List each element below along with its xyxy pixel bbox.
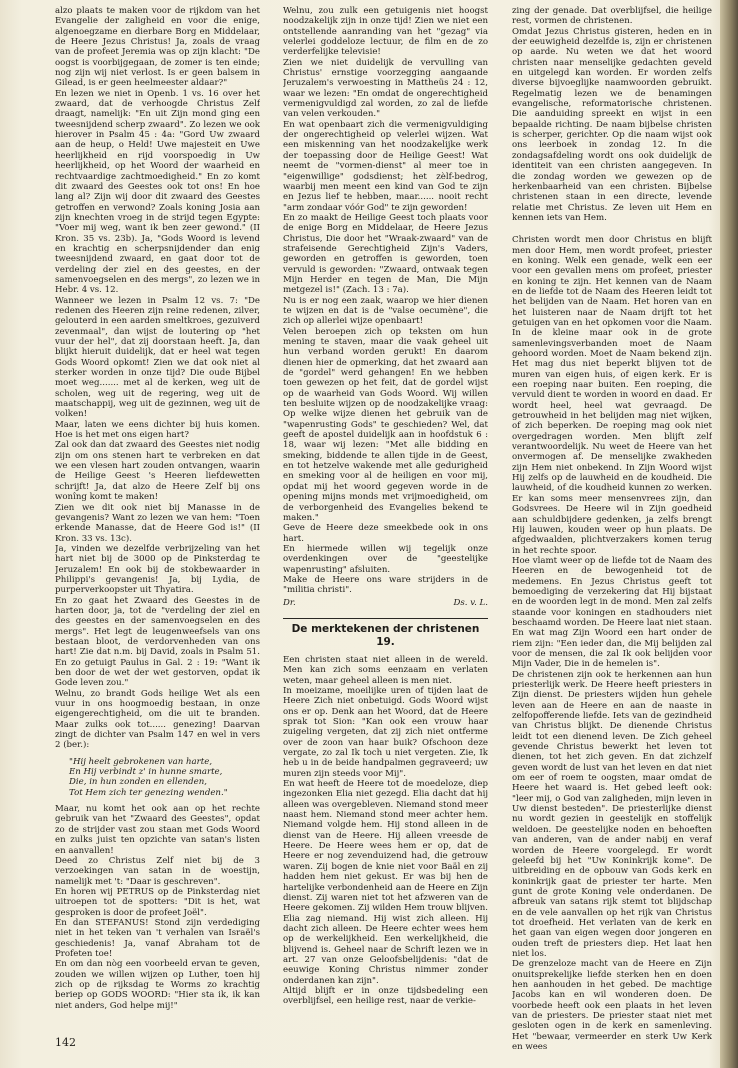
- paragraph: En wat heeft de Heere tot de moedeloze, diep ingezonken Elia niet gezegd. Elia dacht dat hij alleen was overgebleven. Niemand stond meer naast hem. Niemand stond meer achter hem. Niemand volgde hem. Hij stond alleen in de dienst van de Heere. Hij alleen vreesde de Heere. De Heere wees hem er op, dat de Heere er nog zevenduizend had, die getrouw waren. Zij bogen de knie niet voor Baäl en zij hadden hem niet gekust. Er was bij hen de hartelijke verbondenheid aan de Heere en Zijn dienst. Zij waren niet tot het afzweren van de Heere gekomen. Zij wilden Hem trouw blijven. Elia zag niemand. Hij wist zich alleen. Hij dacht zich alleen. De Heere echter wees hem op de werkelijkheid. Een werkelijkheid, die blijvend is. Geheel naar de Schrift lezen we in art. 27 van onze Geloofsbelijdenis: "dat de eeuwige Koning Christus nimmer zonder onderdanen kan zijn".: [283, 779, 488, 986]
- paragraph: Zien we dit ook niet bij Manasse in de gevangenis? Want zo lezen we van hem: "Toen erkende Manasse, dat de Heere God is!" (II Kron. 33 vs. 13c).: [55, 502, 260, 544]
- paragraph: En zo maakt de Heilige Geest toch plaats voor de enige Borg en Middelaar, de Heere Jezus Christus, Die door het "Wraak-zwaard" van de strafeisende Gerechtigheid Zijn's Vaders, geworden en getroffen is geworden, toen vervuld is geworden: "Zwaard, ontwaak tegen Mijn Herder en tegen de Man, Die Mijn metgezel is!" (Zach. 13 : 7a).: [283, 212, 488, 296]
- signature-left: Dr.: [283, 597, 296, 608]
- paragraph: Maar, laten we eens dichter bij huis komen. Hoe is het met ons eigen hart?: [55, 419, 260, 441]
- paragraph: Altijd blijft er in onze tijdsbedeling een overblijfsel, een heilige rest, naar de verkie-: [283, 985, 488, 1007]
- poem-line: Die, in hun zonden en ellenden,: [69, 777, 208, 788]
- paragraph: Zien we niet duidelijk de vervulling van Christus' ernstige voorzegging aangaande Jeruzalem's verwoesting in Mattheüs 24 : 12, waar we lezen: "En omdat de ongerechtigheid vermenigvuldigd zal worden, zo zal de liefde van velen verkouden.": [283, 57, 488, 120]
- paragraph: Omdat Jezus Christus gisteren, heden en in der eeuwigheid dezelfde is, zijn er christenen op aarde. Nu weten we dat het woord christen naar menselijke gedachten geveld en uitgelegd kan worden. Er worden zelfs diverse bijvoeglijke naamwoorden gebruikt. Regelmatig lezen we de benamingen evangelische, reformatorische christenen. Die aanduiding spreekt en wijst in een bepaalde richting. De naam bijbelse christen is scherper, gerichter. Op die naam wijst ook ons leerboek in zondag 12. In die zondagsafdeling wordt ons ook duidelijk de identiteit van een christen aangegeven. In die zondag worden we gewezen op de herkenbaarheid van een christen. Bijbelse christenen staan in een directe, levende relatie met Christus. Ze leven uit Hem en kennen iets van Hem.: [512, 26, 712, 223]
- paragraph: Welnu, zou zulk een getuigenis niet hoogst noodzakelijk zijn in onze tijd! Zien we niet een ontstellende aanranding van het "gezag" via velerlei goddeloze lectuur, de film en de zo verderfelijke televisie!: [283, 6, 488, 58]
- paragraph: Een christen staat niet alleen in de wereld. Men kan zich soms eenzaam en verlaten weten, maar geheel alleen is men niet.: [283, 654, 488, 686]
- paragraph: En horen wij PETRUS op de Pinksterdag niet uitroepen tot de spotters: "Dit is het, wat gesproken is door de profeet Joël".: [55, 886, 260, 918]
- text-column-2: [283, 6, 488, 1051]
- section-divider: [283, 618, 488, 619]
- page-number: 142: [55, 1036, 76, 1049]
- paragraph: zing der genade. Dat overblijfsel, die heilige rest, vormen de christenen.: [512, 6, 712, 27]
- paragraph: Make de Heere ons ware strijders in de "militia christi".: [283, 574, 488, 596]
- col2-body-continued: [283, 655, 488, 1007]
- author-signature: [283, 598, 488, 608]
- paragraph: De christenen zijn ook te herkennen aan hun priesterlijk werk. De Heere heeft priesters in Zijn dienst. De priesters wijden hun gehele leven aan de Heere en aan de naaste in zelfopofferende liefde. Iets van de gezindheid van Christus blijkt. De dienende Christus leidt tot een dienend leven. De Zich geheel gevende Christus bewerkt het leven tot dienen, tot het zich geven. En dat zichzelf geven wordt de lust van het leven en dat niet om eer of roem te oogsten, maar omdat de Heere het waard is. Het gebed leeft ook: "leer mij, o God van zaligheden, mijn leven in Uw dienst besteden". De priesterlijke dienst nu wordt gezien in geestelijk en stoffelijk weldoen. De geestelijke noden en behoeften van anderen, van de ander nabij en veraf worden de Heere voorgelegd. Er wordt geleefd bij het "Uw Koninkrijk kome". De uitbreiding en de opbouw van Gods kerk en koninkrijk gaat de priester ter harte. Men gunt de grote Koning vele onderdanen. De afbreuk van satans rijk stemt tot blijdschap en de vele aanvallen op het rijk van Christus tot droefheid. Het verlaten van de kerk en het gaan van eigen wegen door jongeren en ouden treft de priesters diep. Het laat hen niet los.: [512, 669, 712, 959]
- paragraph: En wat openbaart zich die vermenigvuldiging der ongerechtigheid op velerlei wijzen. Wat een miskenning van het noodzakelijke werk der toepassing door de Heilige Geest! Wat neemt de "vormen-dienst" al meer toe in "eigenwillige" godsdienst; het zèlf-bedrog, waarbij men meent een kind van God te zijn en Jezus lief te hebben, maar...... nooit recht "arm zondaar vóór God" te zijn geworden!: [283, 119, 488, 213]
- paragraph: Geve de Heere deze smeekbede ook in ons hart.: [283, 523, 488, 544]
- paragraph: Maar, nu komt het ook aan op het rechte gebruik van het "Zwaard des Geestes", opdat zo de strijder vast zou staan met Gods Woord en zulks juist ten opzichte van satan's listen en aanvallen!: [55, 804, 260, 856]
- article-number: 19.: [376, 635, 395, 648]
- article-title-text: De merktekenen der christenen: [291, 622, 480, 635]
- psalm-quote: [69, 757, 260, 798]
- paragraph: Ja, vinden we dezelfde verbrijzeling van het hart niet bij de 3000 op de Pinksterdag te Jeruzalem! En ook bij de stokbewaarder in Philippi's gevangenis! Ja, bij Lydia, de purperverkoopster uit Thyatira.: [55, 543, 260, 596]
- paragraph: Christen wordt men door Christus en blijft men door Hem, men wordt profeet, priester en koning. Welk een genade, welk een eer voor een gevallen mens om profeet, priester en koning te zijn. Het kennen van de Naam en de liefde tot de Naam des Heeren leidt tot het belijden van de Naam. Het horen van en het luisteren naar de Naam drijft tot het getuigen van en het opkomen voor die Naam. In de kleine maar ook in de grote samenlevingsverbanden moet de Naam gehoord worden. Moet de Naam bekend zijn. Het mag dus niet beperkt blijven tot de muren van eigen huis, of eigen kerk. Er is een roeping naar buiten. Een roeping, die vervuld dient te worden in woord en daad. Er wordt heel, heel wat gevraagd. De getrouwheid in het belijden mag niet wijken, of zich beperken. De roeping mag ook niet overgedragen worden. Men blijft zelf verantwoordelijk. Nu weet de Heere van het onvermogen af. De menselijke zwakheden zijn Hem niet onbekend. In Zijn Woord wijst Hij zelfs op de lauwheid en de koudheid. Die lauwheid, of die koudheid kunnen zo werken. Er kan soms meer mensenvrees zijn, dan Godsvrees. De Heere wil in Zijn goedheid aan schuldbijdere gedenken, ja zelfs brengt Hij lauwen, kouden weer op hun plaats. De afgedwaalden, plichtverzakers komen terug in het rechte spoor.: [512, 235, 712, 556]
- paragraph: Hoe vlamt weer op de liefde tot de Naam des Heeren en de bewogenheid tot de medemens. En Jezus Christus geeft tot bemoediging de verzekering dat Hij bijstaat en de woorden legt in de mond. Men zal zelfs staande voor koningen en stadhouders niet beschaamd worden. De Heere laat niet staan. En wat mag Zijn Woord een hart onder de riem zijn: "Een ieder dan, die Mij belijden zal voor de mensen, die zal Ik ook belijden voor Mijn Vader, Die in de hemelen is".: [512, 555, 712, 670]
- paragraph: In moeizame, moeilijke uren of tijden laat de Heere Zich niet onbetuigd. Gods Woord wijst ons er op. Denk aan het Woord, dat de Heere sprak tot Sion: "Kan ook een vrouw haar zuigeling vergeten, dat zij zich niet ontferme over de zoon van haar buik? Ofschoon deze vergate, zo zal Ik toch u niet vergeten. Zie, Ik heb u in de beide handpalmen gegraveerd; uw muren zijn steeds voor Mij".: [283, 685, 488, 779]
- signature-right: Ds. v. L.: [453, 597, 488, 608]
- col2-body: [283, 6, 488, 596]
- poem-line: Tot Hem zich ter genezing wenden.": [69, 787, 228, 798]
- article-title: [283, 623, 488, 649]
- poem-line: En Hij verbindt z' in hunne smarte,: [69, 767, 223, 778]
- paragraph: Nu is er nog een zaak, waarop we hier dienen te wijzen en dat is de "valse oecumène", die zich op allerlei wijze openbaart!: [283, 295, 488, 327]
- paragraph-gap: [512, 223, 712, 235]
- paragraph: Deed zo Christus Zelf niet bij de 3 verzoekingen van satan in de woestijn, namelijk met 't: "Daar is geschreven".: [55, 855, 260, 887]
- col1-body: [55, 6, 260, 751]
- col1-body-continued: [55, 804, 260, 1011]
- book-binding-edge: [720, 0, 738, 1068]
- paragraph: En om dan nòg een voorbeeld ervan te geven, zouden we willen wijzen op Luther, toen hij zich op de rijksdag te Worms zo krachtig beriep op GODS WOORD: "Hier sta ik, ik kan niet anders, God helpe mij!": [55, 959, 260, 1011]
- col3-body: [512, 6, 712, 223]
- paragraph: De grenzeloze macht van de Heere en Zijn onuitsprekelijke liefde sterken hen en doen hen aanhouden in het gebed. De machtige Jacobs kan en wil wonderen doen. De voorbede heeft ook een plaats in het leven van de priesters. De priester staat niet met gesloten ogen in de kerk en samenleving. Het "bewaar, vermeerder en sterk Uw Kerk en wees: [512, 959, 712, 1051]
- text-column-3: [512, 6, 712, 1051]
- paragraph: Velen beroepen zich op teksten om hun mening te staven, maar die vaak geheel uit hun verband worden gerukt! En daarom dienen hier de opmerking, dat het zwaard aan de "gordel" werd gehangen! En we hebben toen gewezen op het feit, dat de gordel wijst op de waarheid van Gods Woord. Wij willen ten besluite wijzen op de noodzakelijke vraag: Op welke wijze dienen het gebruik van de "wapenrusting Gods" te geschieden? Wel, dat geeft de apostel duidelijk aan in hoofdstuk 6 : 18, waar wij lezen: "Met alle bidding en smeking, biddende te allen tijde in de Geest, en tot hetzelve wakende met alle gedurigheid en smeking voor al de heiligen en voor mij, opdat mij het woord gegeven worde in de opening mijns monds met vrijmoedigheid, om de verborgenheid des Evangelies bekend te maken.": [283, 326, 488, 523]
- paragraph: Zal ook dan dat zwaard des Geestes niet nodig zijn om ons stenen hart te verbreken en dat we een vlesen hart zouden ontvangen, waarin de Heilige Geest 's Heeren liefdewetten schrijft! Ja, dat alzo de Heere Zelf bij ons wonîng komt te maken!: [55, 440, 260, 503]
- paragraph: En lezen we niet in Openb. 1 vs. 16 over het zwaard, dat de verhoogde Christus Zelf draagt, namelijk: "En uit Zijn mond ging een tweesnijdend scherp zwaard". Zo lezen we ook hierover in Psalm 45 : 4a: "Gord Uw zwaard aan de heup, o Held! Uwe majesteit en Uwe heerlijkheid en rijd voorspoedig in Uw heerlijkheid, op het Woord der waarheid en rechtvaardige zachtmoedigheid." En zo komt dit zwaard des Geestes ook tot ons! En hoe lang al? Zijn wij door dit zwaard des Geestes getroffen en verwond? Zoals koning Josia aan zijn knechten vroeg in de strijd tegen Egypte: "Voer mij weg, want ik ben zeer gewond." (II Kron. 35 vs. 23b). Ja, "Gods Woord is levend en krachtig en scherpsnijdender dan enig tweesnijdend zwaard, en gaat door tot de verdeling der ziel en des geestes, en der samenvoegselen en des mergs", zo lezen we in Hebr. 4 vs. 12.: [55, 88, 260, 296]
- paragraph: En dan STEFANUS! Stond zijn verdediging niet in het teken van 't verhalen van Israël's geschiedenis! Ja, vanaf Abraham tot de Profeten toe!: [55, 917, 260, 959]
- paragraph: Wanneer we lezen in Psalm 12 vs. 7: "De redenen des Heeren zijn reine redenen, zilver, gelouterd in een aarden smeltkroes, gezuiverd zevenmaal", dan wijst de loutering op "het vuur der hel", dat zij doorstaan heeft. Ja, dan blijkt hieruit duidelijk, dat er heel wat tegen Gods Woord opkomt! Zien we dat ook niet al sterker worden in onze tijd? Die oude Bijbel moet weg....... met al de kerken, weg uit de scholen, weg uit de regering, weg uit de maatschappij, weg uit de gezinnen, weg uit de volken!: [55, 295, 260, 420]
- paragraph: En zo gaat het Zwaard des Geestes in de harten door, ja, tot de "verdeling der ziel en des geestes en der samenvoegselen en des mergs". Het legt de leugenweefsels van ons bestaan bloot, de verdorvenheden van ons hart! Zie dat n.m. bij David, zoals in Psalm 51. En zo getuigt Paulus in Gal. 2 : 19: "Want ik ben door de wet der wet gestorven, opdat ik Gode leven zou.": [55, 595, 260, 689]
- text-column-1: [55, 6, 260, 1051]
- paragraph: alzo plaats te maken voor de rijkdom van het Evangelie der zaligheid en voor die enige, algenoegzame en dierbare Borg en Middelaar, de Heere Jezus Christus! Ja, zoals de vraag van de profeet Jeremia was op zijn klacht: "De oogst is voorbijgegaan, de zomer is ten einde; nog zijn wij niet verlost. Is er geen balsem in Gilead, is er geen heelmeester aldaar?": [55, 6, 260, 89]
- paragraph: Welnu, zo brandt Gods heilige Wet als een vuur in ons hoogmoedig bestaan, in onze eigengerechtigheid, om die uit te branden. Maar zulks ook tot...... genezing! Daarvan zingt de dichter van Psalm 147 en wel in vers 2 (ber.):: [55, 688, 260, 751]
- poem-line: "Hij heelt gebrokenen van harte,: [69, 756, 213, 767]
- col3-body-continued: [512, 235, 712, 1051]
- paragraph: En hiermede willen wij tegelijk onze overdenkingen over de "geestelijke wapenrusting" afsluiten.: [283, 543, 488, 575]
